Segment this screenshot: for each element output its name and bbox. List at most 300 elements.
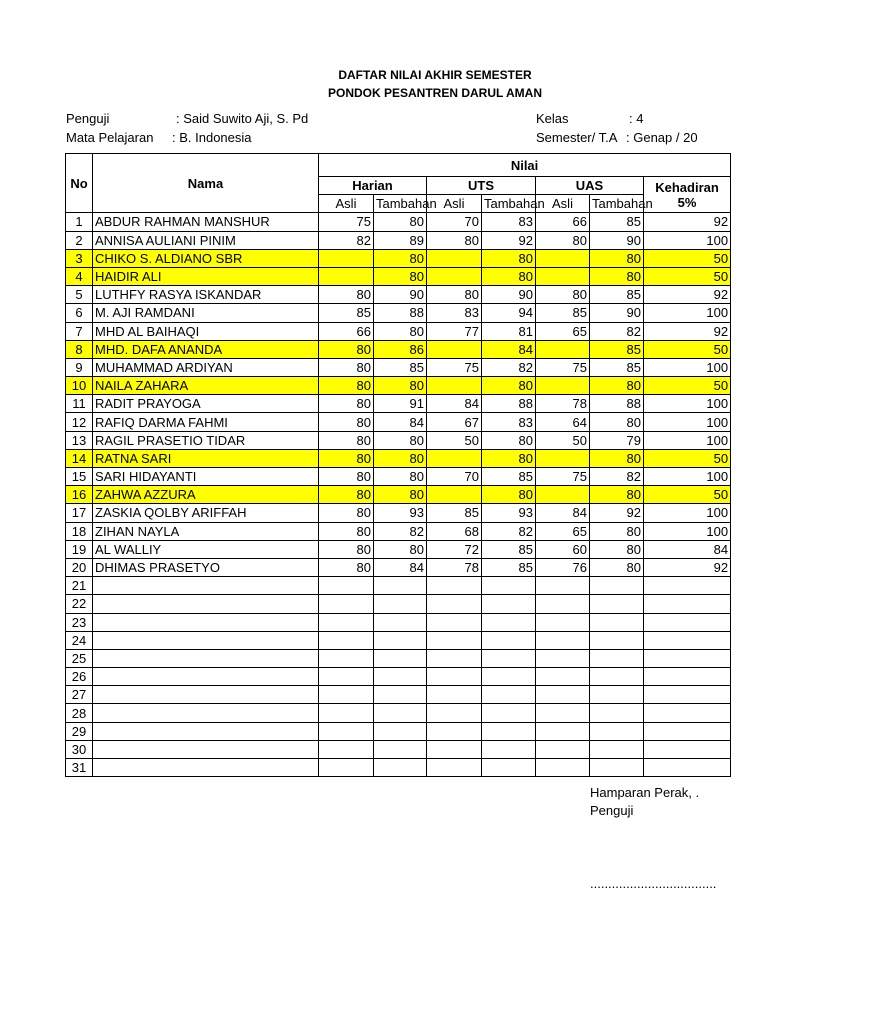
- cell-nama: CHIKO S. ALDIANO SBR: [93, 249, 319, 267]
- cell-no: 18: [66, 522, 93, 540]
- cell-kehadiran: [644, 631, 731, 649]
- table-row: [66, 759, 731, 777]
- cell-uas-asli: [536, 631, 590, 649]
- cell-harian-asli: [319, 649, 374, 667]
- cell-no: 9: [66, 358, 93, 376]
- cell-nama: LUTHFY RASYA ISKANDAR: [93, 286, 319, 304]
- cell-uas-tambahan: 80: [590, 249, 644, 267]
- cell-harian-tambahan: 84: [374, 558, 427, 576]
- cell-harian-tambahan: 84: [374, 413, 427, 431]
- cell-nama: [93, 668, 319, 686]
- cell-harian-tambahan: 80: [374, 213, 427, 231]
- cell-kehadiran: 84: [644, 540, 731, 558]
- cell-uts-asli: 78: [427, 558, 482, 576]
- cell-harian-asli: 80: [319, 486, 374, 504]
- cell-uts-asli: [427, 340, 482, 358]
- table-row: [66, 377, 731, 395]
- cell-nama: ANNISA AULIANI PINIM: [93, 231, 319, 249]
- cell-uas-tambahan: 85: [590, 286, 644, 304]
- cell-no: 14: [66, 449, 93, 467]
- cell-harian-asli: 80: [319, 286, 374, 304]
- cell-nama: [93, 577, 319, 595]
- table-row: [66, 668, 731, 686]
- cell-uts-tambahan: [482, 631, 536, 649]
- cell-uts-tambahan: [482, 595, 536, 613]
- table-row: [66, 558, 731, 576]
- cell-uts-tambahan: 80: [482, 449, 536, 467]
- cell-no: 26: [66, 668, 93, 686]
- cell-no: 8: [66, 340, 93, 358]
- cell-kehadiran: [644, 740, 731, 758]
- cell-harian-tambahan: [374, 704, 427, 722]
- cell-no: 30: [66, 740, 93, 758]
- cell-uts-asli: [427, 267, 482, 285]
- cell-uas-asli: 60: [536, 540, 590, 558]
- cell-no: 13: [66, 431, 93, 449]
- penguji-label: Penguji: [66, 111, 110, 126]
- header-uts-tambahan: Tambahan: [482, 195, 536, 213]
- cell-harian-asli: 80: [319, 358, 374, 376]
- cell-harian-asli: [319, 668, 374, 686]
- cell-harian-tambahan: [374, 577, 427, 595]
- cell-harian-tambahan: 89: [374, 231, 427, 249]
- cell-uas-tambahan: [590, 722, 644, 740]
- cell-uas-asli: [536, 486, 590, 504]
- footer-place: Hamparan Perak, .: [590, 785, 700, 800]
- table-row: [66, 613, 731, 631]
- cell-uts-tambahan: 80: [482, 377, 536, 395]
- cell-uas-tambahan: 90: [590, 304, 644, 322]
- table-row: [66, 395, 731, 413]
- cell-no: 23: [66, 613, 93, 631]
- cell-kehadiran: [644, 759, 731, 777]
- cell-uts-tambahan: 85: [482, 540, 536, 558]
- cell-kehadiran: 92: [644, 213, 731, 231]
- cell-uas-tambahan: [590, 595, 644, 613]
- cell-uas-asli: [536, 577, 590, 595]
- cell-harian-asli: 80: [319, 468, 374, 486]
- cell-uts-tambahan: 85: [482, 558, 536, 576]
- table-row: [66, 595, 731, 613]
- footer-role: Penguji: [590, 803, 634, 818]
- cell-uas-asli: [536, 340, 590, 358]
- table-row: [66, 249, 731, 267]
- cell-kehadiran: 50: [644, 449, 731, 467]
- cell-harian-tambahan: 80: [374, 449, 427, 467]
- cell-harian-asli: [319, 613, 374, 631]
- cell-uas-asli: 64: [536, 413, 590, 431]
- cell-uas-asli: [536, 668, 590, 686]
- cell-uts-tambahan: 81: [482, 322, 536, 340]
- cell-kehadiran: 100: [644, 231, 731, 249]
- header-harian-tambahan: Tambahan: [374, 195, 427, 213]
- cell-uts-tambahan: 80: [482, 267, 536, 285]
- cell-uas-tambahan: [590, 577, 644, 595]
- table-row: [66, 722, 731, 740]
- cell-uts-asli: 75: [427, 358, 482, 376]
- cell-nama: M. AJI RAMDANI: [93, 304, 319, 322]
- cell-nama: AL WALLIY: [93, 540, 319, 558]
- cell-uts-asli: [427, 668, 482, 686]
- cell-uas-asli: 65: [536, 522, 590, 540]
- cell-uas-tambahan: [590, 686, 644, 704]
- cell-uts-tambahan: [482, 722, 536, 740]
- cell-harian-asli: [319, 759, 374, 777]
- cell-uas-tambahan: 80: [590, 413, 644, 431]
- cell-kehadiran: 100: [644, 504, 731, 522]
- cell-uts-tambahan: 82: [482, 522, 536, 540]
- cell-nama: RAGIL PRASETIO TIDAR: [93, 431, 319, 449]
- cell-nama: RADIT PRAYOGA: [93, 395, 319, 413]
- cell-uts-asli: 77: [427, 322, 482, 340]
- kelas-label: Kelas: [536, 111, 569, 126]
- cell-uts-tambahan: 83: [482, 413, 536, 431]
- cell-uts-tambahan: 80: [482, 249, 536, 267]
- cell-uas-asli: [536, 649, 590, 667]
- cell-harian-asli: [319, 704, 374, 722]
- cell-harian-asli: 80: [319, 522, 374, 540]
- cell-no: 28: [66, 704, 93, 722]
- cell-kehadiran: [644, 704, 731, 722]
- cell-uas-tambahan: 90: [590, 231, 644, 249]
- cell-uas-asli: 75: [536, 468, 590, 486]
- table-row: [66, 522, 731, 540]
- cell-harian-asli: 80: [319, 413, 374, 431]
- cell-harian-asli: 80: [319, 558, 374, 576]
- cell-no: 27: [66, 686, 93, 704]
- cell-kehadiran: 100: [644, 304, 731, 322]
- cell-uas-asli: [536, 686, 590, 704]
- cell-nama: MUHAMMAD ARDIYAN: [93, 358, 319, 376]
- cell-harian-asli: [319, 249, 374, 267]
- cell-nama: [93, 595, 319, 613]
- header-no: No: [66, 154, 93, 213]
- table-row: [66, 449, 731, 467]
- cell-uas-asli: 84: [536, 504, 590, 522]
- cell-uas-tambahan: 82: [590, 322, 644, 340]
- cell-no: 11: [66, 395, 93, 413]
- cell-harian-tambahan: [374, 649, 427, 667]
- cell-uts-tambahan: 92: [482, 231, 536, 249]
- cell-no: 29: [66, 722, 93, 740]
- cell-uts-tambahan: [482, 740, 536, 758]
- header-uas-tambahan: Tambahan: [590, 195, 644, 213]
- cell-no: 5: [66, 286, 93, 304]
- table-row: [66, 486, 731, 504]
- cell-no: 3: [66, 249, 93, 267]
- cell-nama: [93, 613, 319, 631]
- table-row: [66, 468, 731, 486]
- mapel-value: : B. Indonesia: [172, 130, 252, 145]
- cell-uts-asli: [427, 613, 482, 631]
- cell-harian-tambahan: [374, 722, 427, 740]
- cell-uts-tambahan: 80: [482, 486, 536, 504]
- cell-harian-tambahan: 80: [374, 540, 427, 558]
- cell-kehadiran: [644, 668, 731, 686]
- cell-nama: [93, 631, 319, 649]
- table-row: [66, 213, 731, 231]
- cell-uts-asli: 85: [427, 504, 482, 522]
- header-harian: Harian: [319, 177, 427, 195]
- cell-nama: [93, 649, 319, 667]
- cell-uas-tambahan: [590, 759, 644, 777]
- table-row: [66, 322, 731, 340]
- cell-uts-asli: 67: [427, 413, 482, 431]
- cell-uas-asli: 50: [536, 431, 590, 449]
- cell-uts-tambahan: [482, 613, 536, 631]
- cell-kehadiran: 50: [644, 377, 731, 395]
- document-subtitle: PONDOK PESANTREN DARUL AMAN: [327, 86, 542, 100]
- cell-harian-tambahan: [374, 613, 427, 631]
- cell-uas-tambahan: [590, 740, 644, 758]
- cell-uts-asli: 70: [427, 468, 482, 486]
- cell-uts-tambahan: 84: [482, 340, 536, 358]
- cell-kehadiran: [644, 577, 731, 595]
- cell-uts-asli: [427, 595, 482, 613]
- cell-harian-tambahan: 90: [374, 286, 427, 304]
- cell-no: 10: [66, 377, 93, 395]
- cell-no: 24: [66, 631, 93, 649]
- cell-kehadiran: 92: [644, 322, 731, 340]
- cell-kehadiran: 50: [644, 486, 731, 504]
- grades-table: [65, 153, 731, 777]
- cell-uts-asli: 68: [427, 522, 482, 540]
- cell-nama: [93, 759, 319, 777]
- cell-uas-asli: [536, 595, 590, 613]
- cell-uas-tambahan: 85: [590, 340, 644, 358]
- cell-harian-tambahan: [374, 740, 427, 758]
- cell-harian-asli: [319, 267, 374, 285]
- cell-harian-tambahan: 93: [374, 504, 427, 522]
- cell-uas-asli: 80: [536, 286, 590, 304]
- cell-uas-asli: [536, 759, 590, 777]
- table-row: [66, 504, 731, 522]
- cell-kehadiran: [644, 595, 731, 613]
- cell-nama: MHD. DAFA ANANDA: [93, 340, 319, 358]
- header-uts-asli: Asli: [427, 195, 482, 213]
- cell-harian-asli: [319, 577, 374, 595]
- semester-label: Semester/ T.A: [536, 130, 618, 145]
- cell-uas-asli: 85: [536, 304, 590, 322]
- header-uas-asli: Asli: [536, 195, 590, 213]
- cell-nama: MHD AL BAIHAQI: [93, 322, 319, 340]
- cell-kehadiran: 100: [644, 413, 731, 431]
- cell-no: 7: [66, 322, 93, 340]
- cell-uts-asli: 84: [427, 395, 482, 413]
- cell-uts-asli: [427, 377, 482, 395]
- cell-kehadiran: [644, 686, 731, 704]
- cell-harian-asli: [319, 740, 374, 758]
- cell-kehadiran: 92: [644, 558, 731, 576]
- cell-harian-tambahan: 80: [374, 322, 427, 340]
- cell-uts-tambahan: 82: [482, 358, 536, 376]
- cell-uas-asli: [536, 613, 590, 631]
- cell-harian-asli: 80: [319, 540, 374, 558]
- cell-no: 25: [66, 649, 93, 667]
- cell-uts-asli: [427, 686, 482, 704]
- cell-harian-tambahan: [374, 686, 427, 704]
- table-row: [66, 358, 731, 376]
- cell-no: 6: [66, 304, 93, 322]
- cell-uas-asli: [536, 722, 590, 740]
- cell-uts-asli: [427, 249, 482, 267]
- penguji-value: : Said Suwito Aji, S. Pd: [176, 111, 309, 126]
- cell-nama: ZASKIA QOLBY ARIFFAH: [93, 504, 319, 522]
- cell-no: 4: [66, 267, 93, 285]
- cell-kehadiran: 92: [644, 286, 731, 304]
- cell-uas-asli: 65: [536, 322, 590, 340]
- cell-uas-tambahan: 92: [590, 504, 644, 522]
- cell-harian-tambahan: 80: [374, 468, 427, 486]
- cell-uas-tambahan: 80: [590, 449, 644, 467]
- cell-nama: ABDUR RAHMAN MANSHUR: [93, 213, 319, 231]
- cell-uas-tambahan: 80: [590, 377, 644, 395]
- cell-uts-tambahan: 80: [482, 431, 536, 449]
- cell-no: 20: [66, 558, 93, 576]
- cell-harian-asli: 85: [319, 304, 374, 322]
- cell-kehadiran: 100: [644, 395, 731, 413]
- semester-value: : Genap / 20: [626, 130, 698, 145]
- cell-harian-asli: 80: [319, 431, 374, 449]
- cell-uas-asli: 66: [536, 213, 590, 231]
- cell-uts-tambahan: 93: [482, 504, 536, 522]
- cell-uts-tambahan: [482, 668, 536, 686]
- cell-harian-asli: [319, 631, 374, 649]
- table-row: [66, 231, 731, 249]
- header-nilai: Nilai: [319, 154, 731, 177]
- cell-harian-asli: 80: [319, 377, 374, 395]
- cell-uts-asli: 50: [427, 431, 482, 449]
- cell-harian-tambahan: 88: [374, 304, 427, 322]
- cell-harian-asli: [319, 722, 374, 740]
- cell-uas-asli: [536, 249, 590, 267]
- cell-kehadiran: 50: [644, 249, 731, 267]
- table-row: [66, 286, 731, 304]
- cell-uts-tambahan: [482, 759, 536, 777]
- cell-uts-asli: [427, 759, 482, 777]
- cell-harian-tambahan: 85: [374, 358, 427, 376]
- cell-uas-tambahan: 85: [590, 358, 644, 376]
- cell-harian-asli: 75: [319, 213, 374, 231]
- cell-uas-tambahan: [590, 613, 644, 631]
- cell-no: 19: [66, 540, 93, 558]
- cell-uts-tambahan: [482, 577, 536, 595]
- cell-nama: RATNA SARI: [93, 449, 319, 467]
- table-row: [66, 686, 731, 704]
- cell-kehadiran: 50: [644, 340, 731, 358]
- cell-harian-tambahan: [374, 668, 427, 686]
- table-row: [66, 740, 731, 758]
- cell-uts-asli: [427, 704, 482, 722]
- cell-nama: [93, 722, 319, 740]
- cell-uas-tambahan: [590, 649, 644, 667]
- table-row: [66, 631, 731, 649]
- cell-uts-tambahan: 88: [482, 395, 536, 413]
- document-title: DAFTAR NILAI AKHIR SEMESTER: [338, 68, 532, 82]
- header-nama: Nama: [93, 154, 319, 213]
- mapel-label: Mata Pelajaran: [66, 130, 154, 145]
- header-uas: UAS: [536, 177, 644, 195]
- cell-harian-asli: [319, 686, 374, 704]
- cell-uts-tambahan: 85: [482, 468, 536, 486]
- cell-nama: DHIMAS PRASETYO: [93, 558, 319, 576]
- cell-no: 22: [66, 595, 93, 613]
- cell-uas-tambahan: [590, 668, 644, 686]
- cell-nama: [93, 704, 319, 722]
- cell-uts-asli: 70: [427, 213, 482, 231]
- header-kehadiran: Kehadiran 5%: [644, 177, 731, 213]
- cell-uas-tambahan: 85: [590, 213, 644, 231]
- table-row: [66, 413, 731, 431]
- cell-uas-tambahan: 80: [590, 540, 644, 558]
- cell-uts-asli: [427, 486, 482, 504]
- cell-uts-asli: [427, 631, 482, 649]
- cell-harian-asli: 82: [319, 231, 374, 249]
- table-row: [66, 267, 731, 285]
- cell-kehadiran: 100: [644, 431, 731, 449]
- cell-no: 21: [66, 577, 93, 595]
- cell-uts-tambahan: 90: [482, 286, 536, 304]
- cell-no: 31: [66, 759, 93, 777]
- cell-uts-tambahan: 94: [482, 304, 536, 322]
- cell-nama: NAILA ZAHARA: [93, 377, 319, 395]
- cell-harian-asli: 80: [319, 395, 374, 413]
- cell-harian-tambahan: 80: [374, 431, 427, 449]
- cell-harian-asli: 80: [319, 340, 374, 358]
- cell-uas-tambahan: [590, 704, 644, 722]
- cell-harian-tambahan: 80: [374, 377, 427, 395]
- cell-uas-asli: 75: [536, 358, 590, 376]
- cell-uas-asli: 76: [536, 558, 590, 576]
- cell-harian-tambahan: [374, 759, 427, 777]
- cell-nama: ZIHAN NAYLA: [93, 522, 319, 540]
- cell-uts-asli: [427, 740, 482, 758]
- cell-no: 17: [66, 504, 93, 522]
- table-row: [66, 304, 731, 322]
- cell-kehadiran: 100: [644, 522, 731, 540]
- cell-nama: [93, 686, 319, 704]
- cell-no: 1: [66, 213, 93, 231]
- cell-harian-tambahan: [374, 631, 427, 649]
- cell-nama: RAFIQ DARMA FAHMI: [93, 413, 319, 431]
- header-harian-asli: Asli: [319, 195, 374, 213]
- table-row: [66, 577, 731, 595]
- cell-harian-tambahan: 80: [374, 249, 427, 267]
- cell-nama: [93, 740, 319, 758]
- cell-harian-asli: [319, 595, 374, 613]
- cell-uas-asli: [536, 267, 590, 285]
- cell-kehadiran: 50: [644, 267, 731, 285]
- cell-uts-tambahan: [482, 649, 536, 667]
- cell-uts-asli: 80: [427, 286, 482, 304]
- kelas-value: : 4: [629, 111, 644, 126]
- cell-nama: SARI HIDAYANTI: [93, 468, 319, 486]
- cell-harian-asli: 80: [319, 449, 374, 467]
- cell-uas-asli: 78: [536, 395, 590, 413]
- cell-harian-tambahan: [374, 595, 427, 613]
- cell-uas-tambahan: 79: [590, 431, 644, 449]
- cell-nama: ZAHWA AZZURA: [93, 486, 319, 504]
- cell-uas-tambahan: 80: [590, 522, 644, 540]
- cell-harian-asli: 66: [319, 322, 374, 340]
- cell-uts-tambahan: [482, 686, 536, 704]
- table-row: [66, 540, 731, 558]
- cell-harian-tambahan: 91: [374, 395, 427, 413]
- cell-harian-tambahan: 82: [374, 522, 427, 540]
- cell-uas-tambahan: 80: [590, 558, 644, 576]
- cell-kehadiran: [644, 649, 731, 667]
- cell-kehadiran: [644, 722, 731, 740]
